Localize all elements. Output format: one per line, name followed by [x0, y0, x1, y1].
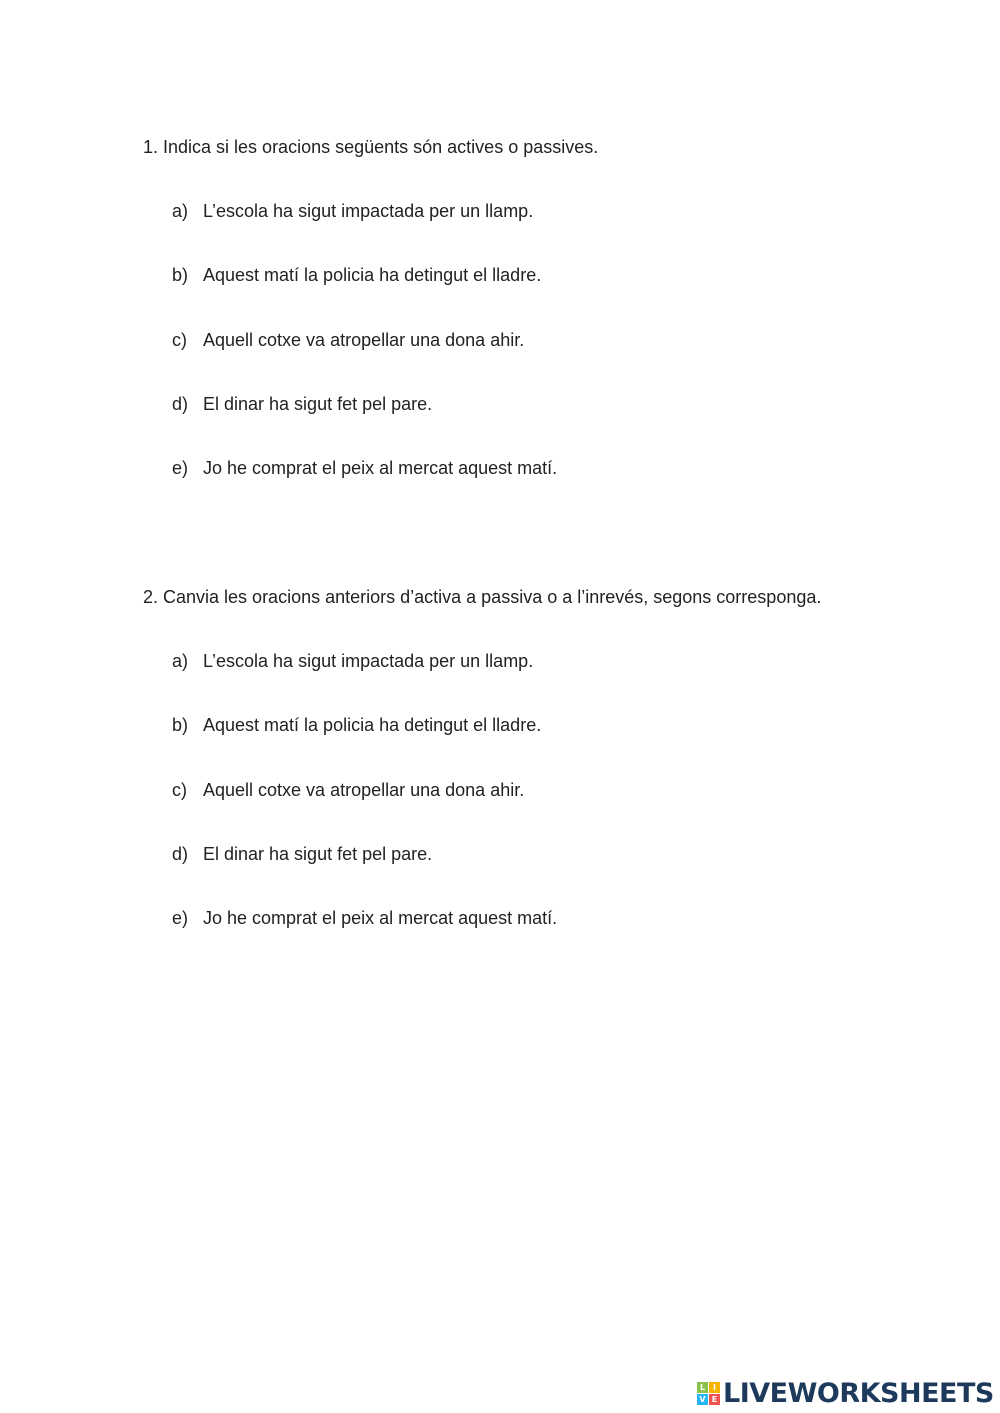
item-text: L’escola ha sigut impactada per un llamp.	[203, 651, 534, 671]
liveworksheets-logo-icon	[697, 1382, 720, 1405]
item-marker: c)	[172, 330, 187, 350]
logo-icon-tile: L	[697, 1382, 708, 1393]
question-2-item-c	[172, 779, 524, 801]
liveworksheets-logo	[697, 1378, 994, 1408]
logo-icon-tile: I	[709, 1382, 720, 1393]
item-marker: d)	[172, 394, 189, 414]
item-text: Jo he comprat el peix al mercat aquest matí.	[203, 908, 558, 928]
question-1-item-c	[172, 329, 524, 351]
item-marker: b)	[172, 715, 189, 735]
item-text: El dinar ha sigut fet pel pare.	[203, 394, 433, 414]
item-text: Aquell cotxe va atropellar una dona ahir.	[203, 780, 525, 800]
question-2-item-a	[172, 650, 533, 672]
item-marker: a)	[172, 651, 189, 671]
liveworksheets-logo-text: LIVEWORKSHEETS	[723, 1377, 994, 1409]
question-1-item-b	[172, 264, 541, 286]
question-1-item-e	[172, 457, 557, 479]
item-text: El dinar ha sigut fet pel pare.	[203, 844, 433, 864]
question-1-item-a	[172, 200, 533, 222]
question-2-prompt: 2. Canvia les oracions anteriors d’activa a passiva o a l’inrevés, segons corresponga.	[143, 587, 822, 607]
item-text: Aquell cotxe va atropellar una dona ahir.	[203, 330, 525, 350]
item-text: L’escola ha sigut impactada per un llamp.	[203, 201, 534, 221]
item-text: Jo he comprat el peix al mercat aquest matí.	[203, 458, 558, 478]
item-marker: e)	[172, 908, 189, 928]
question-1-prompt: 1. Indica si les oracions següents són actives o passives.	[143, 137, 599, 157]
item-text: Aquest matí la policia ha detingut el lladre.	[203, 715, 542, 735]
logo-icon-tile: E	[709, 1394, 720, 1405]
item-marker: d)	[172, 844, 189, 864]
item-marker: a)	[172, 201, 189, 221]
question-2-item-b	[172, 714, 541, 736]
item-text: Aquest matí la policia ha detingut el lladre.	[203, 265, 542, 285]
question-2-item-e	[172, 907, 557, 929]
item-marker: b)	[172, 265, 189, 285]
question-1-item-d	[172, 393, 432, 415]
item-marker: c)	[172, 780, 187, 800]
logo-icon-tile: V	[697, 1394, 708, 1405]
question-2-item-d	[172, 843, 432, 865]
item-marker: e)	[172, 458, 189, 478]
